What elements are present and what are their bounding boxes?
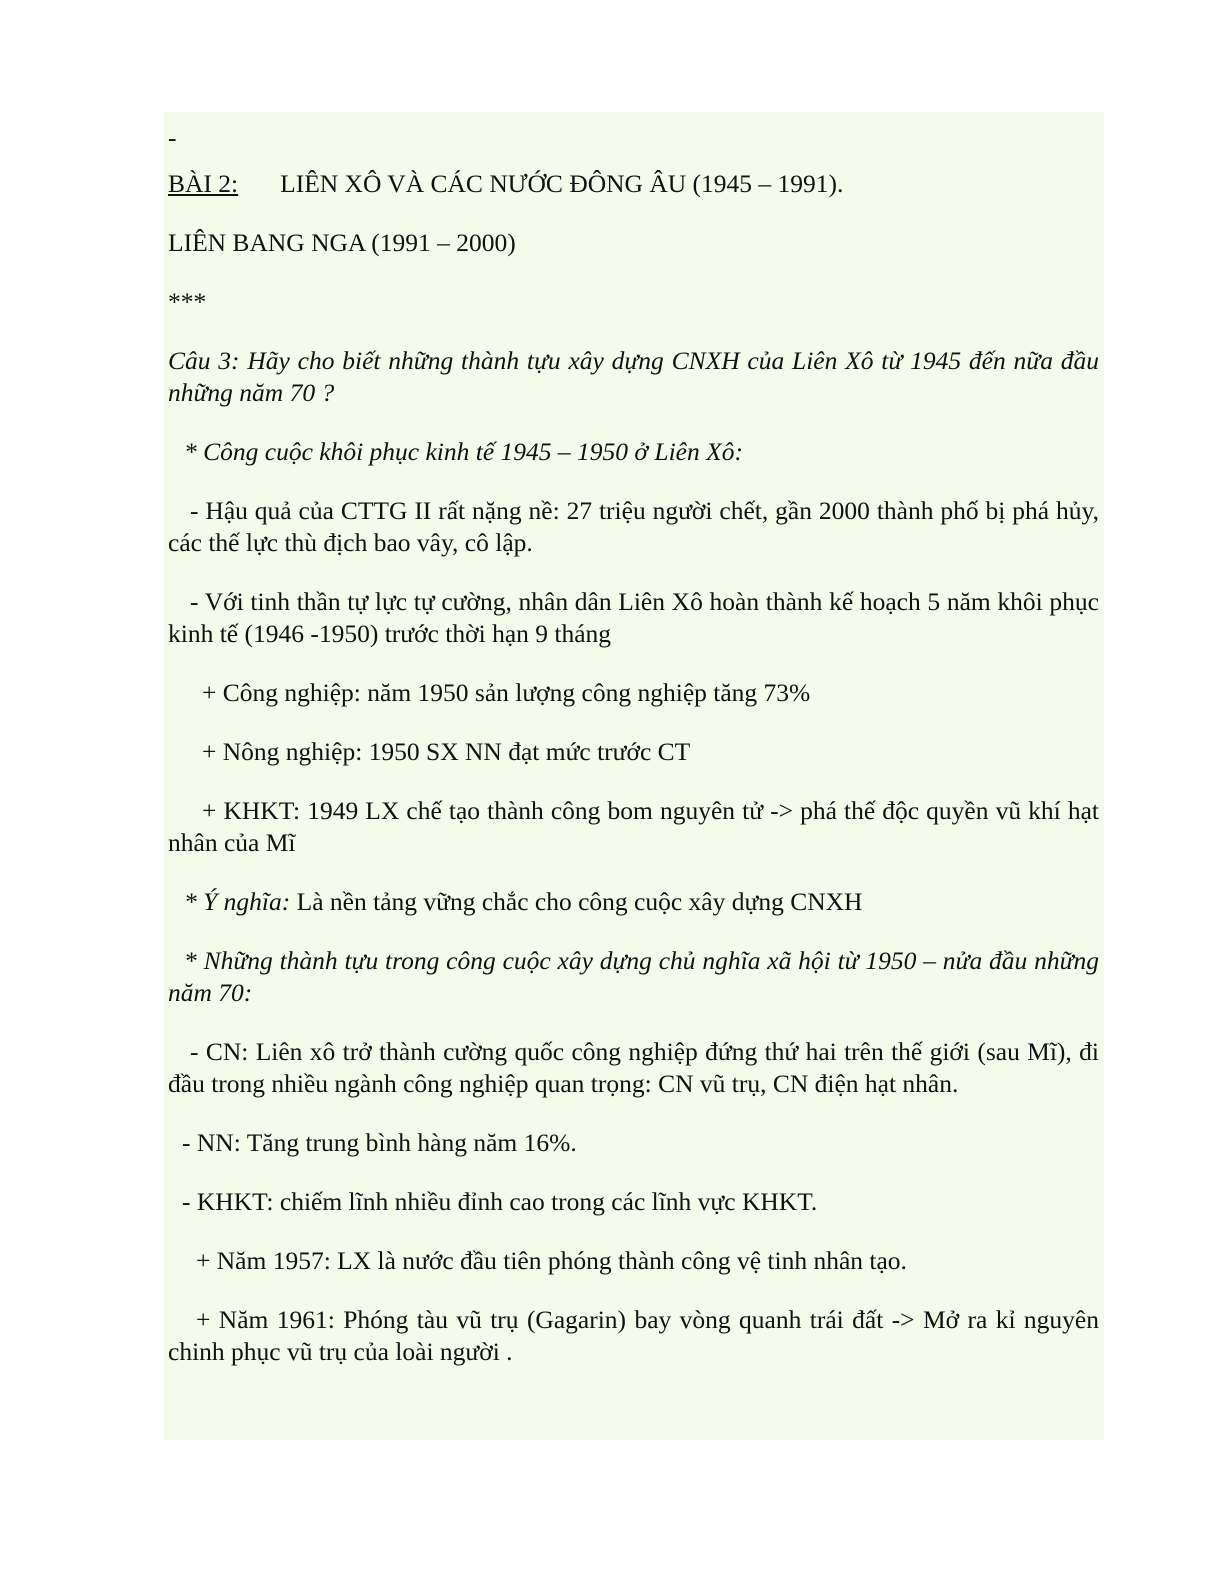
- item-industry: + Công nghiệp: năm 1950 sản lượng công nghiệp tăng 73%: [202, 678, 811, 707]
- section2-heading: * Những thành tựu trong công cuộc xây dựng chủ nghĩa xã hội từ 1950 – nửa đầu những năm 70:: [168, 946, 1099, 1007]
- meaning-line: [168, 886, 1099, 918]
- item-gagarin-1961: + Năm 1961: Phóng tàu vũ trụ (Gagarin) bay vòng quanh trái đất -> Mở ra kỉ nguyên chinh phục vũ trụ của loài người .: [168, 1305, 1099, 1366]
- item-agriculture: + Nông nghiệp: 1950 SX NN đạt mức trước CT: [202, 737, 691, 766]
- paragraph-five-year-plan: - Với tinh thần tự lực tự cường, nhân dân Liên Xô hoàn thành kế hoạch 5 năm khôi phục kinh tế (1946 -1950) trước thời hạn 9 tháng: [168, 587, 1099, 648]
- paragraph-consequences: - Hậu quả của CTTG II rất nặng nề: 27 triệu người chết, gần 2000 thành phố bị phá hủy, các thế lực thù địch bao vây, cô lập.: [168, 496, 1099, 557]
- paragraph-science-achievements: - KHKT: chiếm lĩnh nhiều đỉnh cao trong các lĩnh vực KHKT.: [182, 1187, 818, 1216]
- leading-dash: -: [168, 123, 177, 152]
- paragraph-industry-achievements: - CN: Liên xô trở thành cường quốc công nghiệp đứng thứ hai trên thế giới (sau Mĩ), đi đầu trong nhiều ngành công nghiệp quan trọng: CN vũ trụ, CN điện hạt nhân.: [168, 1037, 1099, 1098]
- separator-stars: ***: [168, 287, 207, 316]
- meaning-text: Là nền tảng vững chắc cho công cuộc xây dựng CNXH: [290, 887, 863, 916]
- item-science: + KHKT: 1949 LX chế tạo thành công bom nguyên tử -> phá thế độc quyền vũ khí hạt nhân của Mĩ: [168, 796, 1099, 857]
- lesson-title: LIÊN XÔ VÀ CÁC NƯỚC ĐÔNG ÂU (1945 – 1991).: [280, 169, 844, 198]
- section1-heading: * Công cuộc khôi phục kinh tế 1945 – 1950 ở Liên Xô:: [184, 437, 743, 466]
- document-body: [168, 122, 1099, 1395]
- question-text: Câu 3: Hãy cho biết những thành tựu xây dựng CNXH của Liên Xô từ 1945 đến nữa đầu những năm 70 ?: [168, 346, 1099, 407]
- lesson-label: BÀI 2:: [168, 169, 239, 198]
- paragraph-agriculture-growth: - NN: Tăng trung bình hàng năm 16%.: [182, 1128, 577, 1157]
- lesson-heading: [168, 168, 1099, 200]
- item-satellite-1957: + Năm 1957: LX là nước đầu tiên phóng thành công vệ tinh nhân tạo.: [196, 1246, 907, 1275]
- meaning-label: * Ý nghĩa:: [184, 887, 291, 916]
- subtitle: LIÊN BANG NGA (1991 – 2000): [168, 228, 516, 257]
